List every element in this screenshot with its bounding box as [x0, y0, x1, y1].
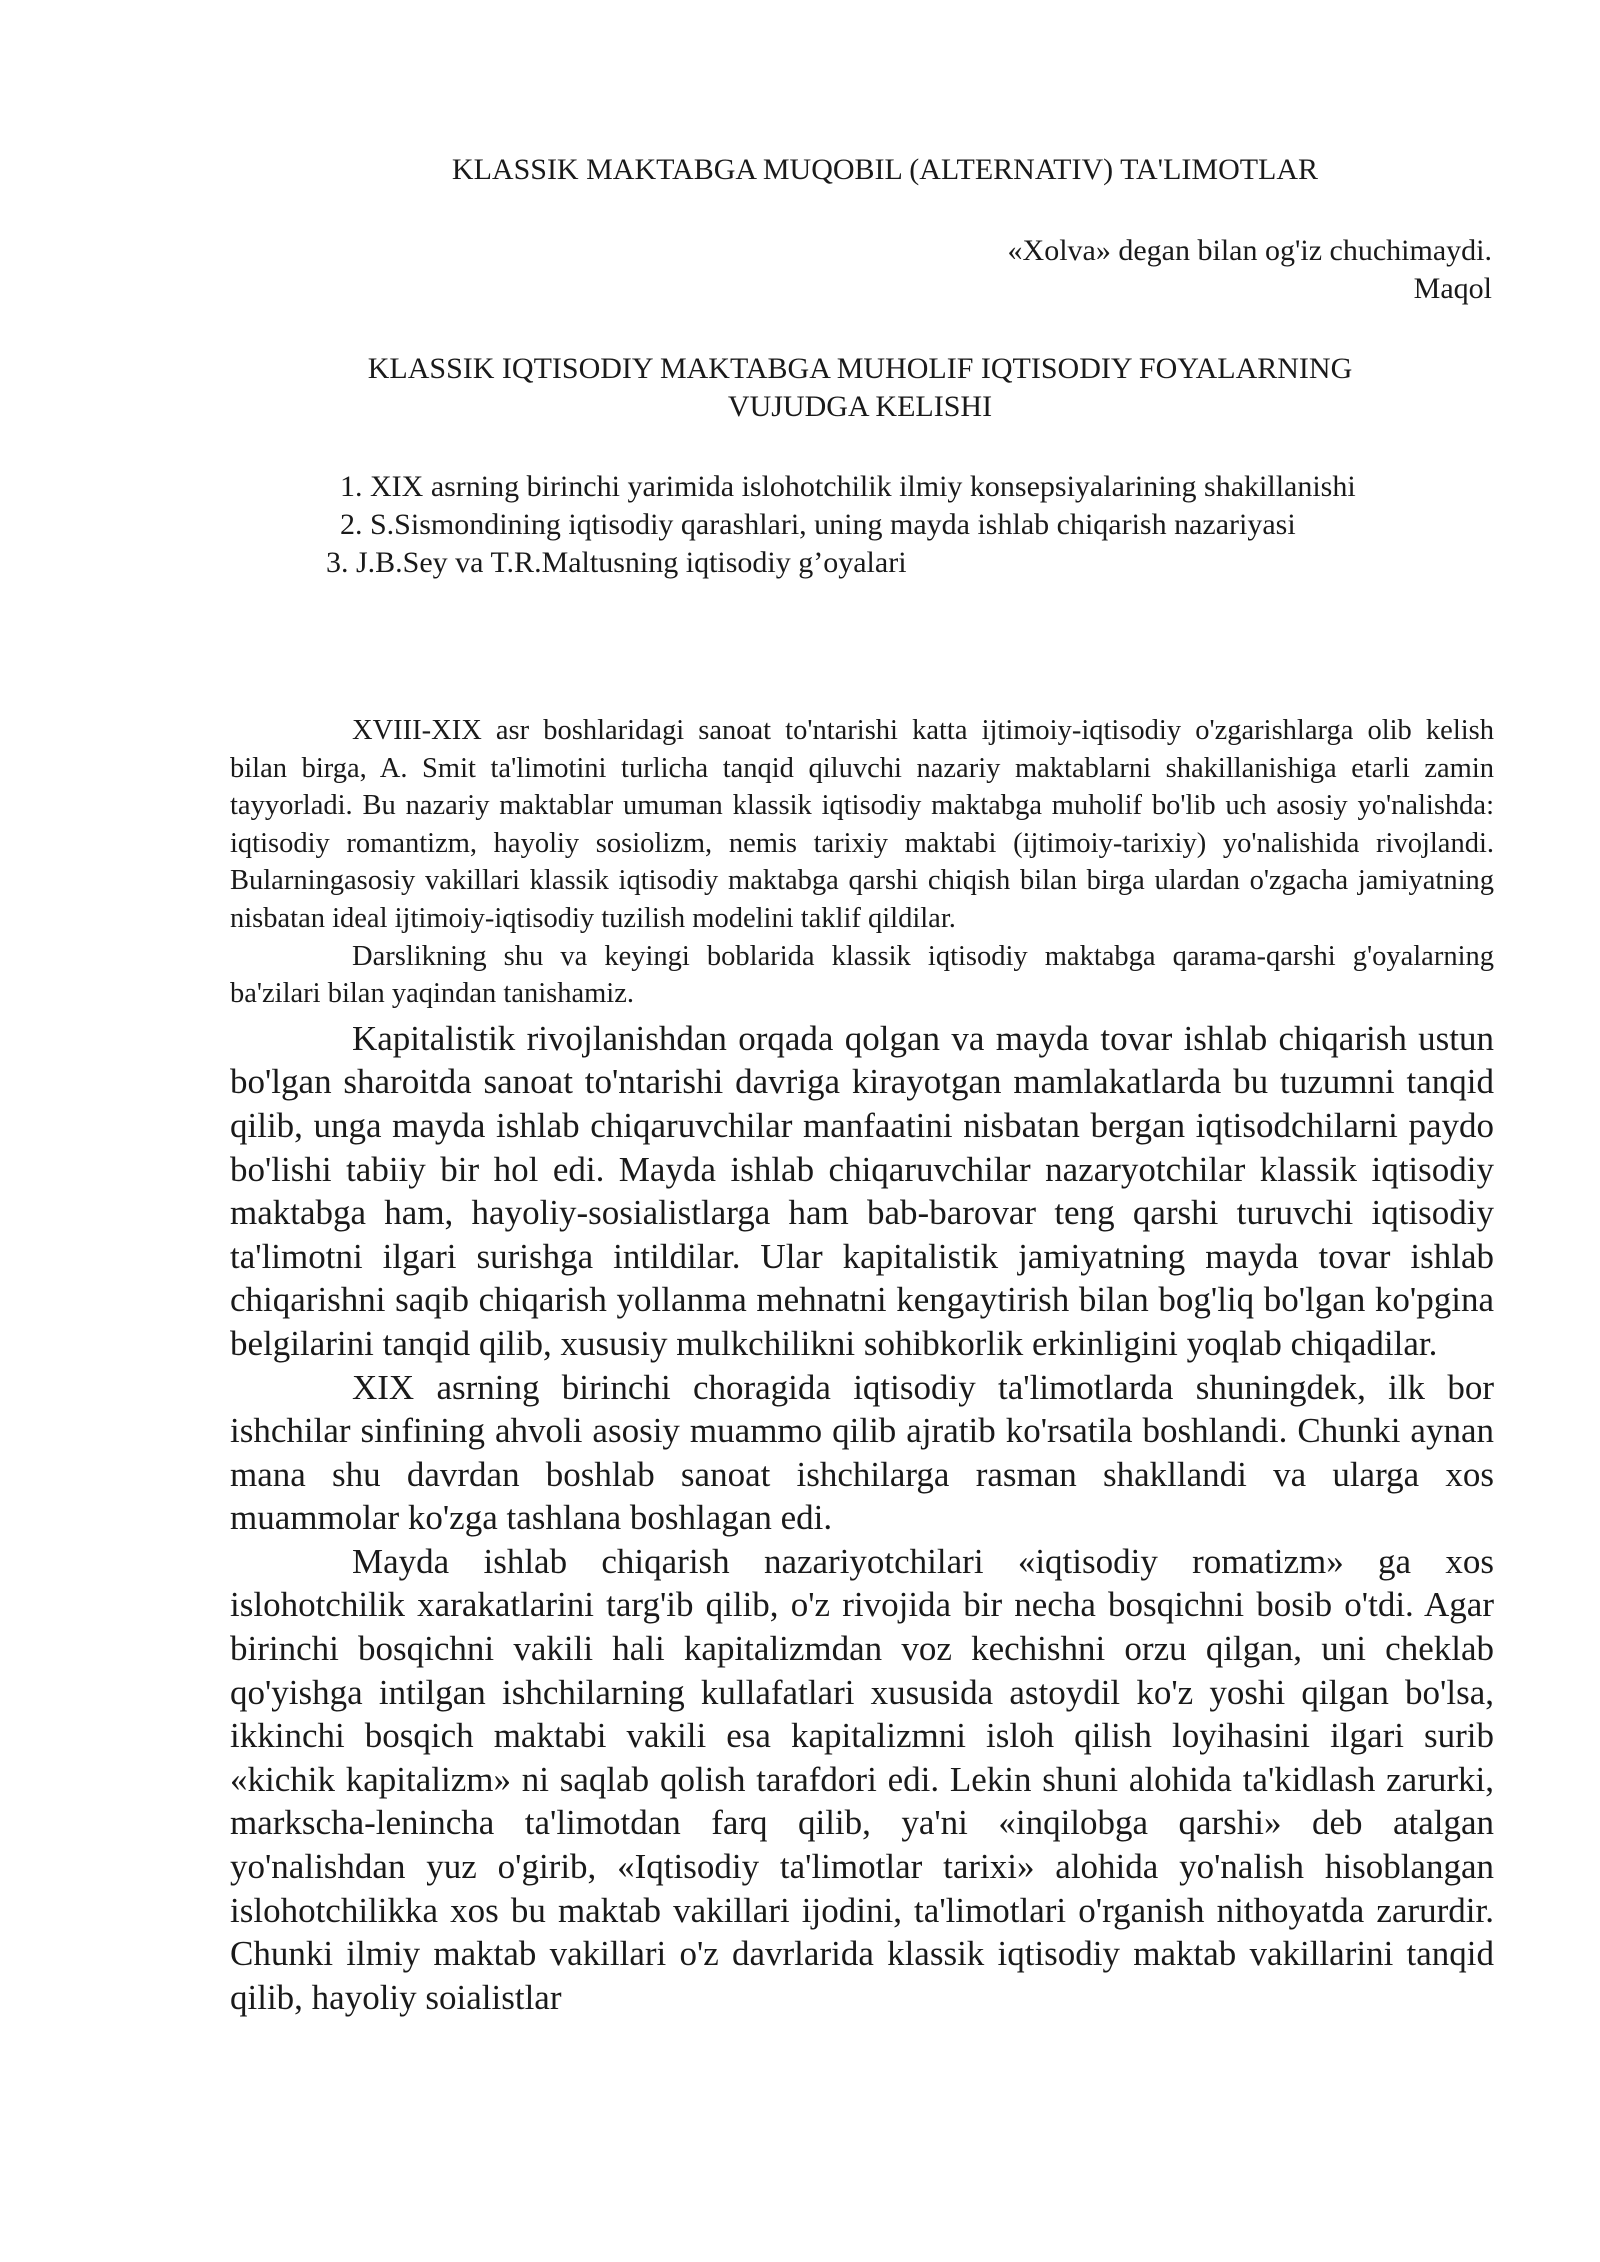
paragraph: Mayda ishlab chiqarish nazariyotchilari «iqtisodiy romatizm» ga xos islohotchilik xarakatlarini targ'ib qilib, o'z rivojida bir necha bosqichni bosib o'tdi. Agar birinchi bosqichni vakili hali kapitalizmdan voz kechishni orzu qilgan, uni cheklab qo'yishga intilgan ishchilarning kullafatlari xususida astoydil ko'z yoshi qilgan bo'lsa, ikkinchi bosqich maktabi vakili esa kapitalizmni isloh qilish loyihasini ilgari surib «kichik kapitalizm» ni saqlab qolish tarafdori edi. Lekin shuni alohida ta'kidlash zarurki, markscha-lenincha ta'limotdan farq qilib, ya'ni «inqilobga qarshi» deb atalgan yo'nalishdan yuz o'girib, «Iqtisodiy ta'limotlar tarixi» alohida yo'nalish hisoblangan islohotchilikka xos bu maktab vakillari ijodini, ta'limotlari o'rganish nithoyatda zarurdir. Chunki ilmiy maktab vakillari o'z davrlarida klassik iqtisodiy maktab vakillarini tanqid qilib, hayoliy soialistlar	[230, 1541, 1494, 2017]
topic-plan-list	[326, 468, 1356, 582]
section-title	[360, 350, 1360, 426]
epigraph	[1008, 232, 1492, 308]
plan-item: 3. J.B.Sey va T.R.Maltusning iqtisodiy g’oyalari	[326, 546, 907, 579]
plan-item: 1. XIX asrning birinchi yarimida islohotchilik ilmiy konsepsiyalarining shakillanishi	[340, 470, 1356, 503]
plan-item: 2. S.Sismondining iqtisodiy qarashlari, uning mayda ishlab chiqarish nazariyasi	[340, 508, 1296, 541]
epigraph-quote: «Xolva» degan bilan og'iz chuchimaydi.	[1007, 234, 1492, 267]
section-title-line-1: KLASSIK IQTISODIY MAKTABGA MUHOLIF IQTISODIY FOYALARNING	[367, 352, 1353, 385]
page-title: KLASSIK MAKTABGA MUQOBIL (ALTERNATIV) TA'LIMOTLAR	[451, 153, 1319, 186]
paragraph: Kapitalistik rivojlanishdan orqada qolgan va mayda tovar ishlab chiqarish ustun bo'lgan sharoitda sanoat to'ntarishi davriga kirayotgan mamlakatlarda bu tuzumni tanqid qilib, unga mayda ishlab chiqaruvchilar manfaatini nisbatan bergan iqtisodchilarni paydo bo'lishi tabiiy bir hol edi. Mayda ishlab chiqaruvchilar nazaryotchilar klassik iqtisodiy maktabga ham, hayoliy-sosialistlarga ham bab-barovar teng qarshi turuvchi iqtisodiy ta'limotni ilgari surishga intildilar. Ular kapitalistik jamiyatning mayda tovar ishlab chiqarishni saqib chiqarish yollanma mehnatni kengaytirish bilan bog'liq bo'lgan ko'pgina belgilarini tanqid qilib, xususiy mulkchilikni sohibkorlik erkinligini yoqlab chiqadilar.	[230, 1018, 1494, 1363]
section-title-line-2: VUJUDGA KELISHI	[727, 390, 993, 423]
paragraph: XIX asrning birinchi choragida iqtisodiy ta'limotlarda shuningdek, ilk bor ishchilar sinfining ahvoli asosiy muammo qilib ajratib ko'rsatila boshlandi. Chunki aynan mana shu davrdan boshlab sanoat ishchilarga rasman shakllandi va ularga xos muammolar ko'zga tashlana boshlagan edi.	[230, 1367, 1494, 1538]
body-text	[230, 712, 1494, 2019]
paragraph: XVIII-XIX asr boshlaridagi sanoat to'ntarishi katta ijtimoiy-iqtisodiy o'zgarishlarga olib kelish bilan birga, A. Smit ta'limotini turlicha tanqid qiluvchi nazariy maktablarni shakillanishiga etarli zamin tayyorladi. Bu nazariy maktablar umuman klassik iqtisodiy maktabga muholif bo'lib uch asosiy yo'nalishda: iqtisodiy romantizm, hayoliy sosiolizm, nemis tarixiy maktabi (ijtimoiy-tarixiy) yo'nalishida rivojlandi. Bularningasosiy vakillari klassik iqtisodiy maktabga qarshi chiqish bilan birga ulardan o'zgacha jamiyatning nisbatan ideal ijtimoiy-iqtisodiy tuzilish modelini taklif qildilar.	[230, 715, 1494, 934]
paragraph: Darslikning shu va keyingi boblarida klassik iqtisodiy maktabga qarama-qarshi g'oyalarning ba'zilari bilan yaqindan tanishamiz.	[230, 940, 1494, 1010]
epigraph-source: Maqol	[1413, 272, 1492, 305]
